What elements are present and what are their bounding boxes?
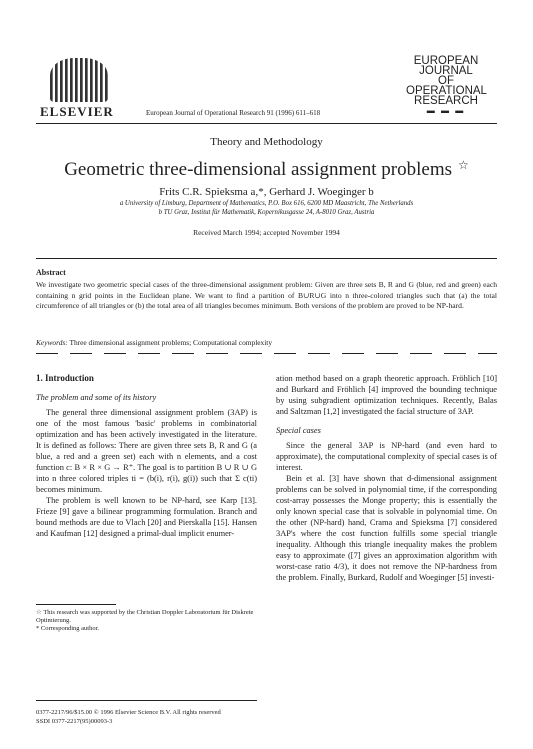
copyright-rule [36, 700, 257, 701]
journal-name-line: EUROPEAN [413, 55, 479, 67]
title-text: Geometric three-dimensional assignment problems [64, 159, 453, 180]
footnotes [36, 609, 257, 633]
paragraph: The general three dimensional assignment problem (3AP) is one of the most famous 'basic' problems in combinatorial optimization and has been actively investigated in the literature. It is defined as follows: There are given three sets B, R and G (a blue, a red and a green set) each with n elements, and a cost function c: B × R × G → R⁺. The goal is to partition B ∪ R ∪ G into n three colored triples ti = (b(i), r(i), g(i)) such that Σ c(ti) becomes minimum. [36, 408, 257, 494]
footnote: ☆ This research was supported by the Christian Doppler Laboratorium für Diskrete Optimierung. [36, 609, 254, 624]
publisher-name: ELSEVIER [40, 104, 114, 119]
ssdi-line: SSDI 0377-2217(95)00093-3 [36, 718, 113, 725]
right-column [276, 373, 497, 583]
affiliations [0, 199, 533, 217]
received-dates: Received March 1994; accepted November 1994 [193, 228, 340, 237]
affiliation: b TU Graz, Institut für Mathematik, Kopernikusgasse 24, A-8010 Graz, Austria [158, 209, 375, 216]
keywords-label: Keywords: [36, 338, 68, 347]
abstract-heading: Abstract [36, 268, 66, 277]
journal-name-line: JOURNAL [419, 65, 473, 77]
paragraph: Since the general 3AP is NP-hard (and even hard to approximate), the computational complexity of special cases is of interest. [276, 441, 497, 472]
subsection-heading: Special cases [276, 426, 321, 435]
footnote-rule [36, 604, 116, 605]
affiliation: a University of Limburg, Department of Mathematics, P.O. Box 616, 6200 MD Maastricht, The Netherlands [119, 200, 414, 207]
footnote: * Corresponding author. [36, 625, 100, 632]
author-list: Frits C.R. Spieksma a,*, Gerhard J. Woeginger b [159, 186, 374, 198]
copyright-line: 0377-2217/96/$15.00 © 1996 Elsevier Science B.V. All rights reserved [36, 709, 221, 716]
subsection-heading: The problem and some of its history [36, 393, 157, 402]
journal-name-line: RESEARCH [414, 95, 478, 107]
abstract-bottom-rule [36, 353, 497, 354]
copyright-block [36, 708, 221, 726]
section-heading: Theory and Methodology [210, 136, 323, 148]
paper-title [0, 159, 533, 181]
journal-citation: European Journal of Operational Research 91 (1996) 611–618 [146, 109, 321, 117]
left-column [36, 373, 257, 539]
journal-name-line: OF OPERATIONAL [406, 75, 487, 97]
journal-logo-mark: ▬ ▬ ▬ [426, 106, 466, 115]
abstract-top-rule [36, 258, 497, 259]
elsevier-tree-logo [50, 58, 108, 102]
journal-logo [406, 56, 486, 116]
publisher-logo [40, 58, 120, 120]
keywords-text: Three dimensional assignment problems; Computational complexity [69, 338, 273, 347]
paragraph: The problem is well known to be NP-hard, see Karp [13]. Frieze [9] gave a bilinear programming formulation. Branch and bound methods are due to Vlach [20] and Pierskalla [15]. Hansen and Kaufman [12] designed a primal-dual implicit enumer- [36, 496, 257, 538]
keywords [36, 338, 497, 347]
title-footnote-mark: ☆ [458, 158, 469, 172]
header-rule [36, 123, 497, 124]
abstract-text: We investigate two geometric special cases of the three-dimensional assignment problem: Given are three sets B, R and G (blue, red and green) each containing n grid points in the Euclidean plane. We want to find a partition of B∪R∪G into n three-colored triangles such that (a) the total circumference of all triangles or (b) the total area of all triangles becomes minimum. Both versions of the problem are proved to be NP-hard. [36, 280, 497, 310]
paragraph: ation method based on a graph theoretic approach. Fröhlich [10] and Burkard and Fröhlich [4] improved the bounding technique by using subgradient optimization techniques. Recently, Balas and Saltzman [1,2] investigated the facial structure of 3AP. [276, 374, 497, 416]
section-1-heading: 1. Introduction [36, 373, 94, 383]
paragraph: Bein et al. [3] have shown that d-dimensional assignment problems can be solved in polynomial time, if the corresponding cost-array possesses the Monge property; this is essentially the only known special case that is solvable in polynomial time. On the other (NP-hard) hand, Crama and Spieksma [7] considered 3AP's where the cost function fulfills some special triangle inequality. Although this triangle inequality makes the problem easy to approximate ([7] gives an approximation algorithm with worst-case ratio 4/3), it does not remove the NP-hardness from the problem. Finally, Burkard, Rudolf and Woeginger [5] investi- [276, 474, 497, 582]
